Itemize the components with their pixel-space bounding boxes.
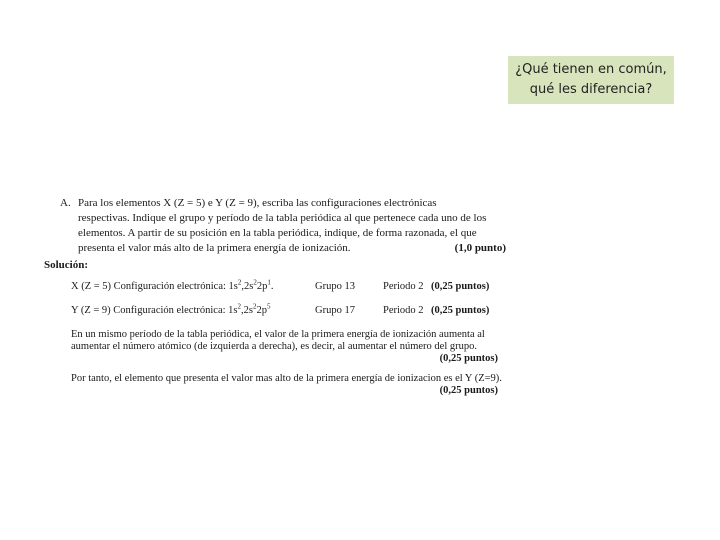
explanation-points: (0,25 puntos) [439, 353, 498, 364]
config-y-text: Y (Z = 9) Configuración electrónica: 1s [71, 305, 238, 316]
conclusion-line-1: Por tanto, el elemento que presenta el valor mas alto de la primera energía de ionizacion es el Y (Z=9). [71, 373, 502, 384]
question-points: (1,0 punto) [454, 242, 506, 254]
question-text [62, 196, 506, 256]
config-y-sup1: 2 [237, 302, 241, 311]
config-x-sup1: 2 [237, 278, 242, 287]
period-x: Periodo 2 [383, 281, 424, 292]
question-callout [508, 56, 674, 104]
config-y-end: 2p [256, 305, 267, 316]
config-y-sup2: 2 [252, 302, 257, 311]
group-x: Grupo 13 [315, 281, 355, 292]
points-y: (0,25 puntos) [431, 305, 490, 316]
group-y: Grupo 17 [315, 305, 355, 316]
question-line-3: elementos. A partir de su posición en la tabla periódica, indique, de forma razonada, el que [78, 227, 477, 239]
question-block [44, 196, 506, 256]
explanation-line-1: En un mismo período de la tabla periódica, el valor de la primera energía de ionización aumenta al [71, 329, 485, 340]
config-x-tail: . [270, 281, 274, 292]
period-y: Periodo 2 [383, 305, 424, 316]
question-line-4: presenta el valor más alto de la primera energía de ionización. [78, 242, 351, 254]
solution-heading: Solución: [44, 259, 89, 271]
points-x: (0,25 puntos) [431, 281, 490, 292]
callout-line-1: ¿Qué tienen en común, [515, 62, 667, 77]
config-x-sup2: 2 [253, 278, 257, 287]
question-last-line [78, 241, 506, 256]
exam-document [44, 196, 506, 397]
question-line-1: Para los elementos X (Z = 5) e Y (Z = 9), escriba las configuraciones electrónicas [78, 197, 437, 209]
config-x-mid: ,2s [241, 281, 254, 292]
question-line-2: respectivas. Indique el grupo y período de la tabla periódica al que pertenece cada uno de los [78, 212, 487, 224]
config-x-text: X (Z = 5) Configuración electrónica: 1s [71, 281, 238, 292]
solution-row-x [71, 273, 506, 297]
config-x-sup3: 1 [267, 278, 271, 287]
config-x [71, 279, 273, 294]
solution-row-y [71, 297, 506, 321]
config-y [71, 303, 270, 318]
explanation-paragraph [71, 329, 506, 365]
conclusion-paragraph [71, 373, 506, 397]
config-y-mid: ,2s [240, 305, 253, 316]
config-y-sup3: 5 [266, 302, 271, 311]
callout-line-2: qué les diferencia? [529, 82, 653, 97]
explanation-line-2: aumentar el número atómico (de izquierda a derecha), es decir, al aumentar el número del grupo. [71, 341, 477, 352]
config-x-end: 2p [256, 281, 268, 292]
question-label: A. [60, 197, 71, 209]
conclusion-points: (0,25 puntos) [439, 385, 498, 396]
